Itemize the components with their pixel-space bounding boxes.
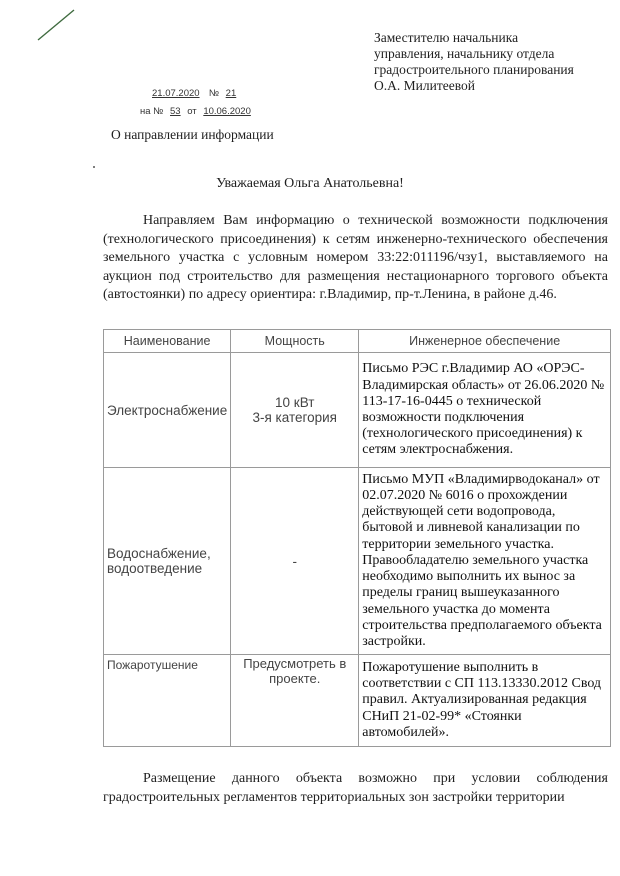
- table-row: [104, 353, 611, 468]
- power-category: 3-я категория: [252, 410, 337, 425]
- ref-from: от: [187, 106, 197, 117]
- body-paragraph: Направляем Вам информацию о технической возможности подключения (технологического присоединения) к сетям инженерно-технического обеспечения земельного участка с условным номером 33:22:011196/чзу1, выставляемого на аукцион под строительство для размещения нестационарного торгового объекта (автостоянки) по адресу ориентира: г.Владимир, пр-т.Ленина, в районе д.46.: [103, 213, 608, 303]
- number-prefix: №: [208, 88, 220, 99]
- addressee-line: градостроительного планирования: [374, 62, 574, 77]
- row-power: [231, 655, 359, 747]
- ref-date: 10.06.2020: [203, 106, 251, 117]
- scan-speck: [93, 166, 95, 168]
- row-provision: Пожаротушение выполнить в соответствии с СП 113.13330.2012 Свод правил. Актуализированная редакция СНиП 21-02-99* «Стоянки автомобилей».: [359, 655, 611, 747]
- table-row: [104, 468, 611, 655]
- table-row: [104, 655, 611, 747]
- outgoing-registration: [148, 88, 240, 99]
- row-name: Пожаротушение: [104, 655, 231, 747]
- header-name: Наименование: [104, 330, 231, 353]
- row-power: [231, 353, 359, 468]
- engineering-table: [103, 329, 611, 747]
- header-power: Мощность: [231, 330, 359, 353]
- row-name: Водоснабжение, водоотведение: [104, 468, 231, 655]
- outgoing-date: 21.07.2020: [152, 88, 200, 99]
- power-value: -: [292, 553, 297, 569]
- ref-number: 53: [170, 106, 181, 117]
- addressee-line: Заместителю начальника: [374, 30, 519, 45]
- outgoing-number: 21: [225, 88, 237, 99]
- row-power: [231, 468, 359, 655]
- power-value: 10 кВт: [275, 395, 315, 410]
- table-header-row: [104, 330, 611, 353]
- power-value: Предусмотреть в проекте.: [243, 656, 347, 686]
- body-paragraph: Размещение данного объекта возможно при условии соблюдения градостроительных регламентов территориальных зон застройки территории: [103, 771, 608, 805]
- pen-stroke-mark: [36, 8, 76, 42]
- addressee-line: управления, начальнику отдела: [374, 46, 555, 61]
- addressee-name: О.А. Милитеевой: [374, 78, 475, 93]
- letter-subject: О направлении информации: [111, 127, 274, 142]
- reference-registration: [140, 106, 255, 117]
- row-name: Электроснабжение: [104, 353, 231, 468]
- greeting: Уважаемая Ольга Анатольевна!: [216, 176, 404, 191]
- addressee-block: [374, 30, 614, 94]
- ref-prefix: на №: [140, 106, 164, 117]
- header-provision: Инженерное обеспечение: [359, 330, 611, 353]
- row-provision: Письмо РЭС г.Владимир АО «ОРЭС-Владимирская область» от 26.06.2020 № 113-17-16-0445 о технической возможности подключения (технологического присоединения) к сетям электроснабжения.: [359, 353, 611, 468]
- row-provision: Письмо МУП «Владимирводоканал» от 02.07.2020 № 6016 о прохождении действующей сети водопровода, бытовой и ливневой канализации по территории земельного участка. Правообладателю земельного участка необходимо выполнить их вынос за пределы границ вышеуказанного земельного участка до момента строительства предполагаемого объекта застройки.: [359, 468, 611, 655]
